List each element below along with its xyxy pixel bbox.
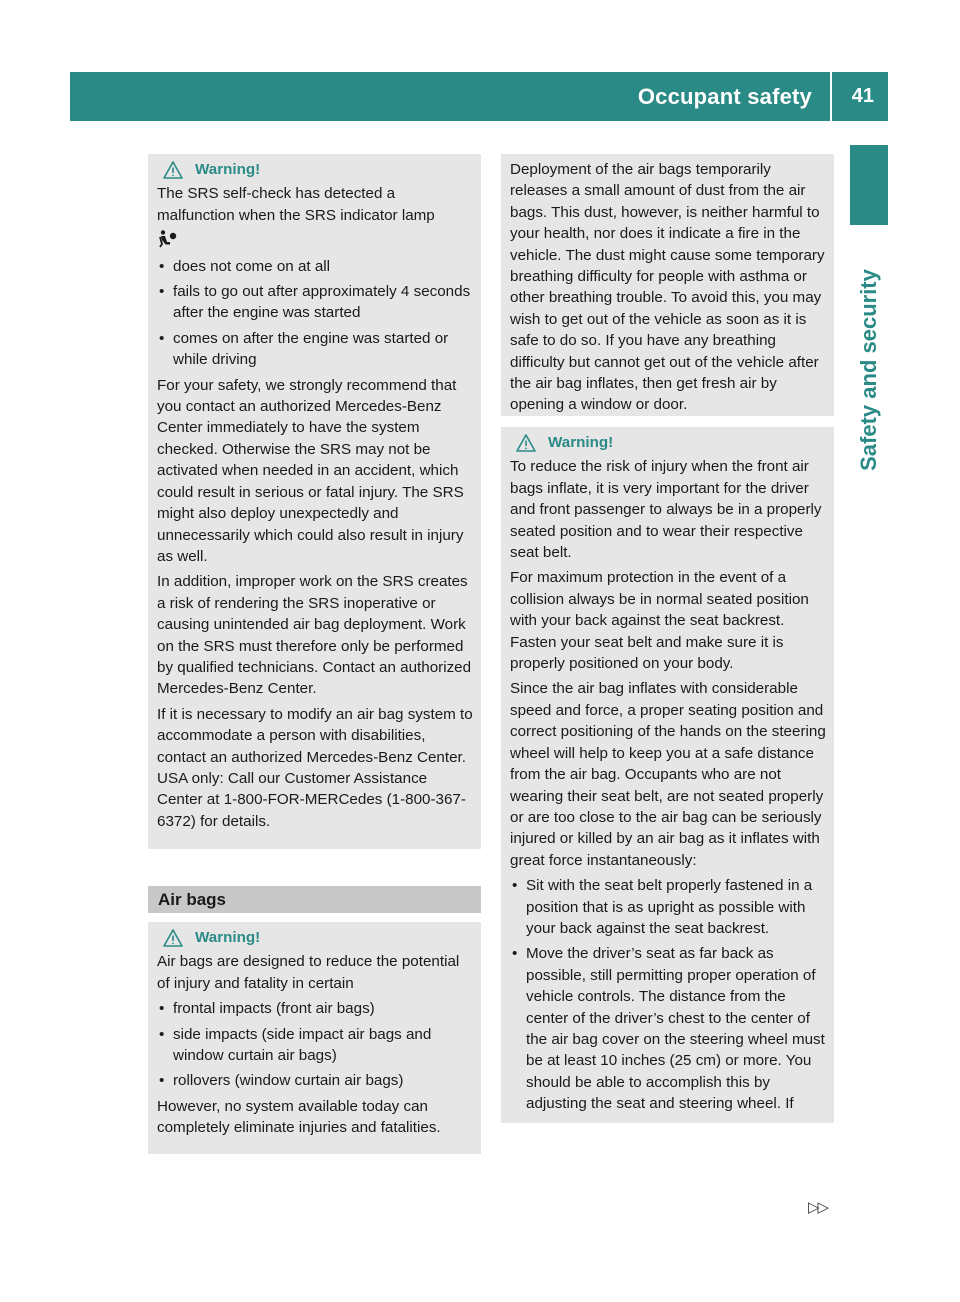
page-header xyxy=(70,72,888,121)
list-item: • comes on after the engine was started or while driving xyxy=(157,328,473,371)
page-number: 41 xyxy=(851,85,874,107)
chapter-tab xyxy=(850,145,888,225)
srs-warning-box xyxy=(148,154,481,849)
warning-triangle-icon xyxy=(163,161,183,179)
paragraph: For maximum protection in the event of a collision always be in normal seated position with your back against the seat backrest. Fasten your seat belt and make sure it is properly positioned on your body. xyxy=(510,569,809,673)
paragraph: For your safety, we strongly recommend that you contact an authorized Mercedes-Benz Center immediately to have the system checked. Otherwise the SRS may not be activated when needed in an accident, which could result in serious or fatal injury. The SRS might also deploy unexpectedly and unnecessarily which could also result in injury as well. xyxy=(157,376,464,565)
warning-triangle-icon xyxy=(163,929,183,947)
chapter-label-text: Safety and security xyxy=(856,269,881,471)
list-item: • does not come on at all xyxy=(157,256,473,277)
list-item: • fails to go out after approximately 4 seconds after the engine was started xyxy=(157,281,473,324)
seating-warning-box xyxy=(501,427,834,1123)
paragraph: In addition, improper work on the SRS creates a risk of rendering the SRS inoperative or causing unintended air bag deployment. Work on the SRS must therefore only be performed by qualified technicians. Contact an authorized Mercedes-Benz Center. xyxy=(157,573,472,698)
section-heading: Air bags xyxy=(148,886,481,913)
list-item: • frontal impacts (front air bags) xyxy=(157,998,473,1019)
airbag-warning-box xyxy=(148,922,481,1154)
paragraph: Since the air bag inflates with considerable speed and force, a proper seating position and correct positioning of the hands on the steering wheel will help to keep you at a safe distance from the air bag. Occupants who are not wearing their seat belt, are not seated properly or are too close to the air bag can be seriously injured or killed by an air bag as it inflates with great force instantaneously: xyxy=(510,680,826,869)
list-item: • rollovers (window curtain air bags) xyxy=(157,1070,473,1091)
paragraph: Deployment of the air bags temporarily releases a small amount of dust from the air bags. This dust, however, is neither harmful to your health, nor does it indicate a fire in the vehicle. The dust might cause some temporary breathing difficulty for people with asthma or other breathing trouble. To avoid this, you may wish to get out of the vehicle as soon as it is safe to do so. If you have any breathing difficulty but cannot get out of the vehicle after the air bag inflates, then get fresh air by opening a window or door. xyxy=(510,161,825,414)
dust-note-box xyxy=(501,154,834,416)
warning-triangle-icon xyxy=(516,434,536,452)
chapter-label xyxy=(852,230,886,510)
warning-heading: Warning! xyxy=(510,432,826,453)
header-divider xyxy=(830,72,832,121)
warning-heading: Warning! xyxy=(157,927,473,948)
continued-next-page-icon: ▷▷ xyxy=(808,1199,828,1216)
page-title: Occupant safety xyxy=(637,84,812,109)
warning-heading: Warning! xyxy=(157,159,473,180)
srs-indicator-lamp-icon xyxy=(157,228,473,249)
warning-intro: Air bags are designed to reduce the potential of injury and fatality in certain xyxy=(157,953,460,992)
paragraph: To reduce the risk of injury when the front air bags inflate, it is very important for the driver and front passenger to always be in a properly seated position and to wear their respective seat belt. xyxy=(510,458,822,562)
warning-intro: The SRS self-check has detected a malfunction when the SRS indicator lamp xyxy=(157,185,435,224)
list-item: • Move the driver’s seat as far back as possible, still permitting proper operation of vehicle controls. The distance from the center of the driver’s chest to the center of the air bag cover on the steering wheel must be at least 10 inches (25 cm) or more. You should be able to accomplish this by adjusting the seat and steering wheel. If xyxy=(510,943,826,1114)
list-item: • side impacts (side impact air bags and window curtain air bags) xyxy=(157,1024,473,1067)
paragraph: However, no system available today can completely eliminate injuries and fatalities. xyxy=(157,1097,441,1137)
list-item: • Sit with the seat belt properly fastened in a position that is as upright as possible with your back against the seat backrest. xyxy=(510,875,826,939)
paragraph: If it is necessary to modify an air bag system to accommodate a person with disabilities, contact an authorized Mercedes-Benz Center. USA only: Call our Customer Assistance Center at 1-800-FOR-MERCedes (1-800-367-6372) for details. xyxy=(157,705,473,830)
